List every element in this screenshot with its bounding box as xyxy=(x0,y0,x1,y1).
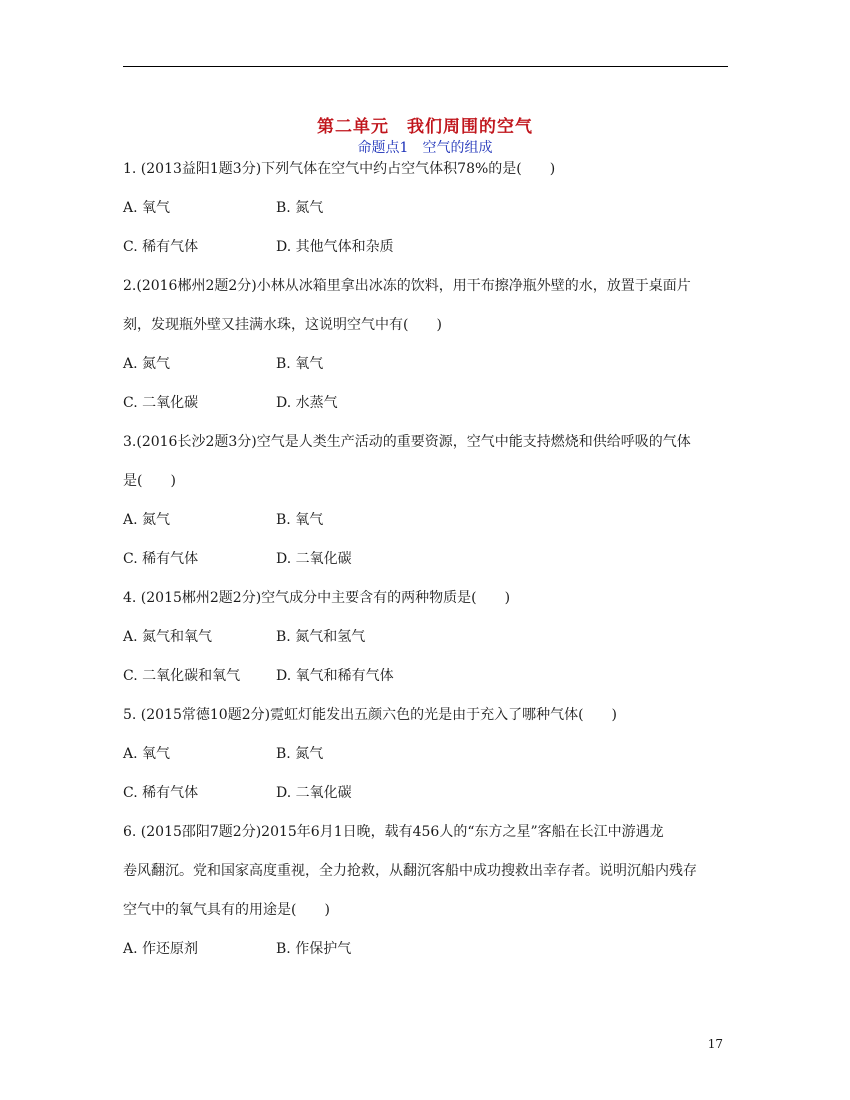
option-row xyxy=(123,657,728,696)
question-stem-line: 4. (2015郴州2题2分)空气成分中主要含有的两种物质是( ) xyxy=(123,590,511,606)
answer-option: D. 其他气体和杂质 xyxy=(276,239,394,255)
answer-option: D. 氧气和稀有气体 xyxy=(276,668,394,684)
question-2 xyxy=(123,267,728,423)
header-rule xyxy=(123,66,728,67)
question-6 xyxy=(123,813,728,969)
option-row xyxy=(123,735,728,774)
option-row xyxy=(123,930,728,969)
answer-option: B. 氧气 xyxy=(276,512,324,528)
option-row xyxy=(123,618,728,657)
question-list xyxy=(123,150,728,969)
answer-option: D. 二氧化碳 xyxy=(276,551,352,567)
answer-option: B. 作保护气 xyxy=(276,941,352,957)
answer-option: C. 二氧化碳和氧气 xyxy=(123,668,241,684)
answer-option: C. 稀有气体 xyxy=(123,239,199,255)
answer-option: C. 二氧化碳 xyxy=(123,395,199,411)
option-row xyxy=(123,540,728,579)
answer-option: D. 水蒸气 xyxy=(276,395,338,411)
question-stem-line: 空气中的氧气具有的用途是( ) xyxy=(123,902,330,918)
answer-option: C. 稀有气体 xyxy=(123,551,199,567)
option-row xyxy=(123,189,728,228)
question-4 xyxy=(123,579,728,696)
option-row xyxy=(123,345,728,384)
question-stem-line: 1. (2013益阳1题3分)下列气体在空气中约占空气体积78%的是( ) xyxy=(123,161,556,177)
question-5 xyxy=(123,696,728,813)
question-stem-line: 2.(2016郴州2题2分)小林从冰箱里拿出冰冻的饮料，用干布擦净瓶外壁的水，放置于桌面片 xyxy=(123,278,691,294)
answer-option: A. 氮气和氧气 xyxy=(123,629,213,645)
question-3 xyxy=(123,423,728,579)
option-row xyxy=(123,774,728,813)
question-stem-line: 刻，发现瓶外壁又挂满水珠，这说明空气中有( ) xyxy=(123,317,442,333)
answer-option: C. 稀有气体 xyxy=(123,785,199,801)
option-row xyxy=(123,228,728,267)
option-row xyxy=(123,384,728,423)
question-1 xyxy=(123,150,728,267)
question-stem-line: 卷风翻沉。党和国家高度重视，全力抢救，从翻沉客船中成功搜救出幸存者。说明沉船内残存 xyxy=(123,863,697,879)
question-stem-line: 6. (2015邵阳7题2分)2015年6月1日晚，载有456人的“东方之星”客船在长江中游遇龙 xyxy=(123,824,664,840)
question-stem-line: 5. (2015常德10题2分)霓虹灯能发出五颜六色的光是由于充入了哪种气体( ) xyxy=(123,707,618,723)
answer-option: A. 氮气 xyxy=(123,356,171,372)
answer-option: A. 氮气 xyxy=(123,512,171,528)
answer-option: B. 氮气 xyxy=(276,200,324,216)
page-number: 17 xyxy=(707,1037,723,1051)
answer-option: B. 氧气 xyxy=(276,356,324,372)
question-stem-line: 3.(2016长沙2题3分)空气是人类生产活动的重要资源，空气中能支持燃烧和供给呼吸的气体 xyxy=(123,434,691,450)
answer-option: A. 作还原剂 xyxy=(123,941,199,957)
answer-option: D. 二氧化碳 xyxy=(276,785,352,801)
option-row xyxy=(123,501,728,540)
topic-title: 命题点1 空气的组成 xyxy=(357,140,493,156)
answer-option: A. 氧气 xyxy=(123,200,171,216)
answer-option: B. 氮气和氢气 xyxy=(276,629,366,645)
answer-option: A. 氧气 xyxy=(123,746,171,762)
answer-option: B. 氮气 xyxy=(276,746,324,762)
question-stem-line: 是( ) xyxy=(123,473,176,489)
unit-title: 第二单元 我们周围的空气 xyxy=(317,117,533,137)
